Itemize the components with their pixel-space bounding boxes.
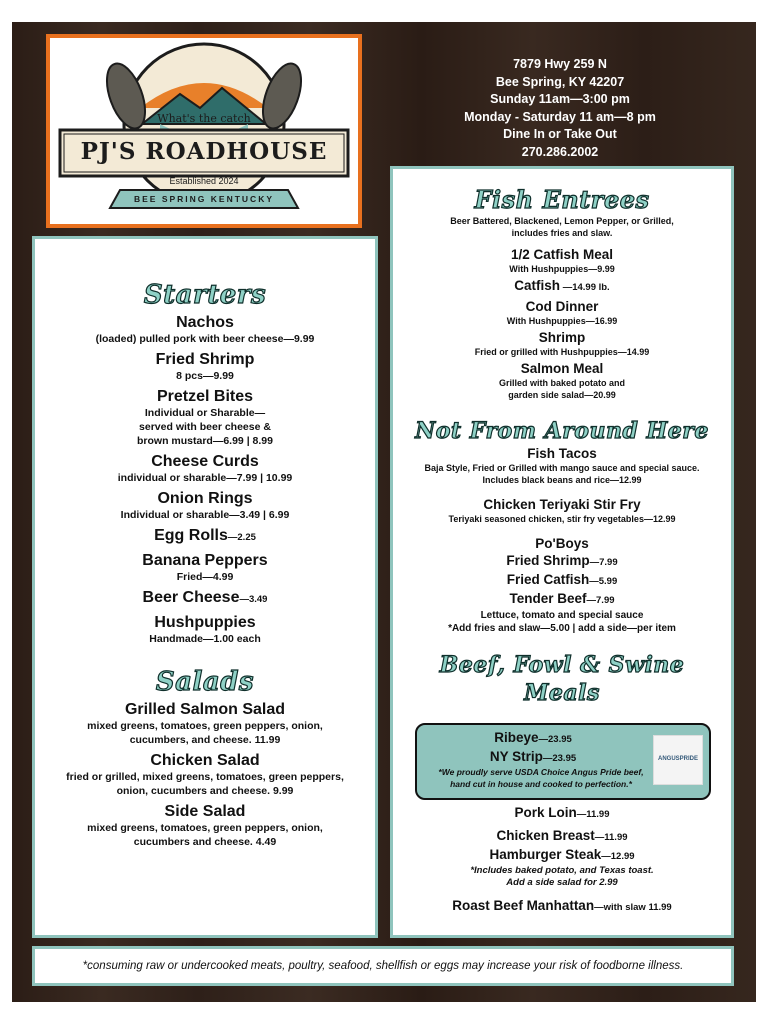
starters-title: Starters <box>143 280 267 310</box>
not-from-around-here-title: Not From Around Here <box>415 418 709 444</box>
item-desc: onion, cucumbers and cheese. 9.99 <box>116 785 294 797</box>
menu-item <box>390 846 734 865</box>
item-name: Roast Beef Manhattan <box>452 898 595 913</box>
menu-item <box>393 571 731 590</box>
item-name: Onion Rings <box>157 490 253 507</box>
item-desc: garden side salad—20.99 <box>508 390 616 400</box>
item-desc: cucumbers and cheese. 4.49 <box>133 836 277 848</box>
logo-established: Established 2024 <box>169 176 239 186</box>
menu-item <box>390 804 734 823</box>
item-desc: Teriyaki seasoned chicken, stir fry vegetables—12.99 <box>448 514 676 524</box>
item-name: Catfish <box>514 278 561 293</box>
item-desc: brown mustard—6.99 | 8.99 <box>137 435 273 447</box>
item-desc: cucumbers, and cheese. 11.99 <box>129 734 281 746</box>
item-desc: served with beer cheese & <box>139 421 271 433</box>
item-desc: Baja Style, Fried or Grilled with mango sauce and special sauce. <box>424 463 700 473</box>
item-desc: Includes black beans and rice—12.99 <box>482 475 642 485</box>
item-name: Fried Shrimp <box>506 553 590 568</box>
item-name: Banana Peppers <box>142 552 268 569</box>
item-price: —23.95 <box>538 734 572 745</box>
item-price: —23.95 <box>542 753 577 764</box>
left-menu-panel <box>32 236 378 938</box>
item-name: Hamburger Steak <box>489 847 602 862</box>
poboys-heading: Po'Boys <box>535 536 589 551</box>
item-name: Salmon Meal <box>520 361 604 376</box>
menu-item <box>393 552 731 571</box>
section-intro: includes fries and slaw. <box>511 228 613 238</box>
menu-item <box>393 277 731 296</box>
beef-note: hand cut in house and cooked to perfection.* <box>450 779 632 789</box>
item-price: —2.25 <box>227 532 256 543</box>
item-name: Cheese Curds <box>151 453 259 470</box>
item-desc: Handmade—1.00 each <box>149 633 261 645</box>
item-desc: mixed greens, tomatoes, green peppers, onion, <box>87 822 323 834</box>
item-name: Chicken Teriyaki Stir Fry <box>483 497 641 512</box>
item-name: Shrimp <box>538 330 586 345</box>
item-price: —11.99 <box>576 809 610 820</box>
item-desc: 8 pcs—9.99 <box>176 370 234 382</box>
item-price: —with slaw 11.99 <box>594 902 672 913</box>
item-price: —12.99 <box>601 851 635 862</box>
starters-list <box>35 313 375 646</box>
item-price: —7.99 <box>589 557 618 568</box>
angus-pride-badge <box>653 735 703 785</box>
item-name: Side Salad <box>164 803 246 820</box>
phone-number: 270.286.2002 <box>521 144 599 159</box>
beef-note: *We proudly serve USDA Choice Angus Pride beef, <box>438 767 644 777</box>
fish-list <box>393 215 731 401</box>
item-name: Egg Rolls <box>154 527 228 544</box>
angus-pride-text: ANGUSPRIDE <box>657 756 698 762</box>
item-name: Hushpuppies <box>154 614 256 631</box>
item-price: —7.99 <box>586 595 615 606</box>
logo-tagline: What's the catch <box>157 112 251 125</box>
item-desc: Fried—4.99 <box>176 571 234 583</box>
item-desc: *Includes baked potato, and Texas toast. <box>470 865 654 876</box>
foodborne-illness-disclaimer: *consuming raw or undercooked meats, poultry, seafood, shellfish or eggs may increase your risk of foodborne illness. <box>32 946 734 986</box>
item-desc: mixed greens, tomatoes, green peppers, onion, <box>87 720 323 732</box>
menu-item <box>390 827 734 846</box>
item-name: Fried Shrimp <box>155 351 255 368</box>
address-block <box>440 56 680 161</box>
menu-item <box>417 748 649 767</box>
item-desc: Lettuce, tomato and special sauce <box>480 610 644 621</box>
item-name: Nachos <box>176 314 234 331</box>
menu-item <box>35 588 375 609</box>
section-intro: Beer Battered, Blackened, Lemon Pepper, or Grilled, <box>450 216 674 226</box>
item-name: Fried Catfish <box>506 572 590 587</box>
item-name: Pork Loin <box>514 805 577 820</box>
beef-fowl-swine-title: Beef, Fowl & Swine <box>439 652 685 678</box>
item-desc: Individual or Sharable— <box>144 407 266 419</box>
item-desc: Add a side salad for 2.99 <box>506 877 618 888</box>
item-name: Fish Tacos <box>527 446 597 461</box>
logo <box>46 34 362 228</box>
item-desc: Individual or sharable—3.49 | 6.99 <box>120 509 290 521</box>
logo-name: PJ'S ROADHOUSE <box>80 138 328 165</box>
fish-entrees-title: Fish Entrees <box>474 185 650 214</box>
hours-sunday: Sunday 11am—3:00 pm <box>490 92 630 106</box>
salads-title: Salads <box>155 667 255 697</box>
item-name: 1/2 Catfish Meal <box>510 247 614 262</box>
menu-item <box>393 590 731 609</box>
item-price: —11.99 <box>594 832 628 843</box>
item-name: Grilled Salmon Salad <box>124 701 286 718</box>
steaks-box <box>415 723 711 800</box>
notfrom-list <box>393 445 731 635</box>
address-city: Bee Spring, KY 42207 <box>495 74 625 89</box>
menu-item <box>417 729 649 748</box>
meals-title: Meals <box>524 680 600 706</box>
item-name: NY Strip <box>489 749 543 764</box>
hours-weekday: Monday - Saturday 11 am—8 pm <box>464 109 656 124</box>
menu-item <box>35 526 375 547</box>
item-desc: individual or sharable—7.99 | 10.99 <box>117 472 293 484</box>
item-name: Chicken Breast <box>496 828 595 843</box>
item-desc: With Hushpuppies—16.99 <box>506 316 618 326</box>
salads-list <box>35 700 375 849</box>
item-name: Tender Beef <box>509 591 587 606</box>
item-price: —14.99 lb. <box>560 282 610 293</box>
item-desc: fried or grilled, mixed greens, tomatoes, green peppers, <box>66 771 344 783</box>
service-type: Dine In or Take Out <box>503 127 617 141</box>
item-desc: (loaded) pulled pork with beer cheese—9.99 <box>95 333 315 345</box>
item-desc: With Hushpuppies—9.99 <box>509 264 615 274</box>
item-name: Cod Dinner <box>525 299 599 314</box>
item-name: Chicken Salad <box>150 752 260 769</box>
item-desc: *Add fries and slaw—5.00 | add a side—per item <box>448 623 676 634</box>
item-desc: Grilled with baked potato and <box>498 378 625 388</box>
item-name: Pretzel Bites <box>156 388 254 405</box>
item-price: —3.49 <box>239 594 268 605</box>
item-price: —5.99 <box>589 576 618 587</box>
menu-item <box>390 897 734 916</box>
beef-list <box>390 804 734 916</box>
item-desc: Fried or grilled with Hushpuppies—14.99 <box>474 347 650 357</box>
item-name: Ribeye <box>494 730 539 745</box>
logo-location: BEE SPRING KENTUCKY <box>133 194 274 204</box>
address-street: 7879 Hwy 259 N <box>513 57 607 71</box>
item-name: Beer Cheese <box>142 589 240 606</box>
